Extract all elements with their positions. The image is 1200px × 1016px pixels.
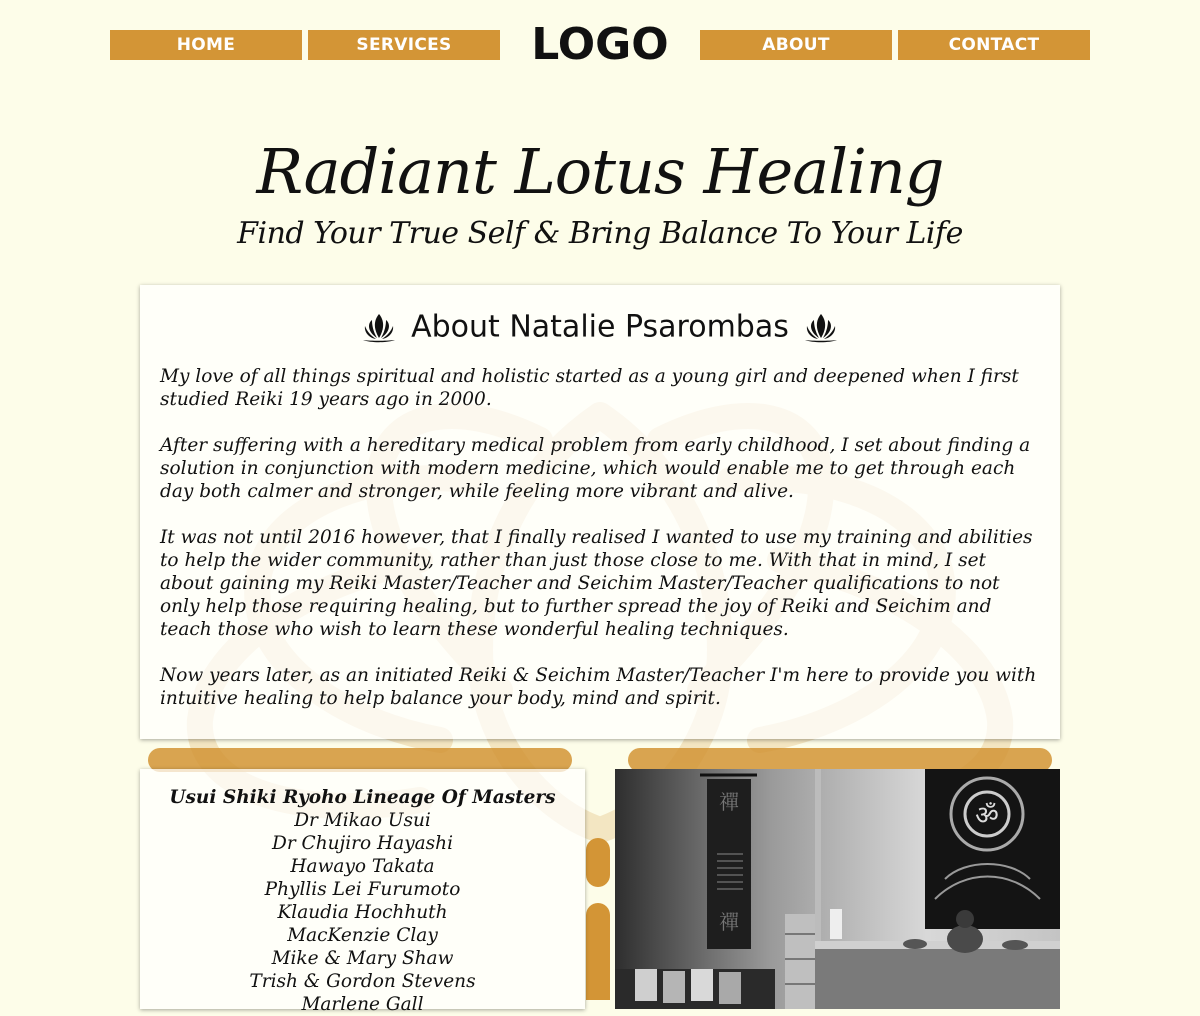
site-tagline: Find Your True Self & Bring Balance To Your Life [237, 216, 963, 251]
nav-about-button[interactable]: ABOUT [700, 30, 892, 60]
lotus-icon [361, 312, 397, 344]
lineage-master: Marlene Gall [301, 994, 424, 1015]
about-paragraph: After suffering with a hereditary medical problem from early childhood, I set about finding a solution in conjunction with modern medicine, which would enable me to get through each day both calmer and stronger, while feeling more vibrant and alive. [160, 435, 1031, 502]
site-title: Radiant Lotus Healing [256, 135, 944, 208]
lineage-master: MacKenzie Clay [287, 925, 438, 946]
nav-contact-button[interactable]: CONTACT [898, 30, 1090, 60]
about-heading-text: About Natalie Psarombas [411, 309, 789, 345]
lineage-title: Usui Shiki Ryoho Lineage Of Masters [169, 787, 556, 808]
treatment-room-photo [615, 769, 1060, 1009]
about-paragraph: It was not until 2016 however, that I finally realised I wanted to use my training and abilities to help the wider community, rather than just those close to me. With that in mind, I set about gaining my Reiki Master/Teacher and Seichim Master/Teacher qualifications to not only help those requiring healing, but to further spread the joy of Reiki and Seichim and teach those who wish to learn these wonderful healing techniques. [160, 527, 1033, 640]
about-body [160, 365, 1040, 733]
lineage-master: Phyllis Lei Furumoto [264, 879, 461, 900]
lineage-master: Dr Chujiro Hayashi [271, 833, 454, 854]
svg-text:禪: 禪 [719, 910, 739, 934]
lotus-icon [803, 312, 839, 344]
lineage-master: Trish & Gordon Stevens [249, 971, 476, 992]
about-heading [140, 307, 1060, 348]
lineage-card [140, 769, 585, 1015]
lineage-master: Hawayo Takata [290, 856, 435, 877]
lineage-master: Dr Mikao Usui [294, 810, 431, 831]
about-paragraph: Now years later, as an initiated Reiki & Seichim Master/Teacher I'm here to provide you with intuitive healing to help balance your body, mind and spirit. [160, 665, 1037, 709]
about-paragraph: My love of all things spiritual and holistic started as a young girl and deepened when I first studied Reiki 19 years ago in 2000. [160, 366, 1019, 410]
nav-services-button[interactable]: SERVICES [308, 30, 500, 60]
logo[interactable]: LOGO [531, 19, 669, 70]
lineage-master: Mike & Mary Shaw [271, 948, 454, 969]
treatment-room-image [615, 769, 1060, 1009]
lineage-master: Klaudia Hochhuth [277, 902, 448, 923]
svg-text:禪: 禪 [719, 790, 739, 814]
svg-text:ॐ: ॐ [975, 801, 999, 831]
about-card [140, 285, 1060, 739]
nav-home-button[interactable]: HOME [110, 30, 302, 60]
